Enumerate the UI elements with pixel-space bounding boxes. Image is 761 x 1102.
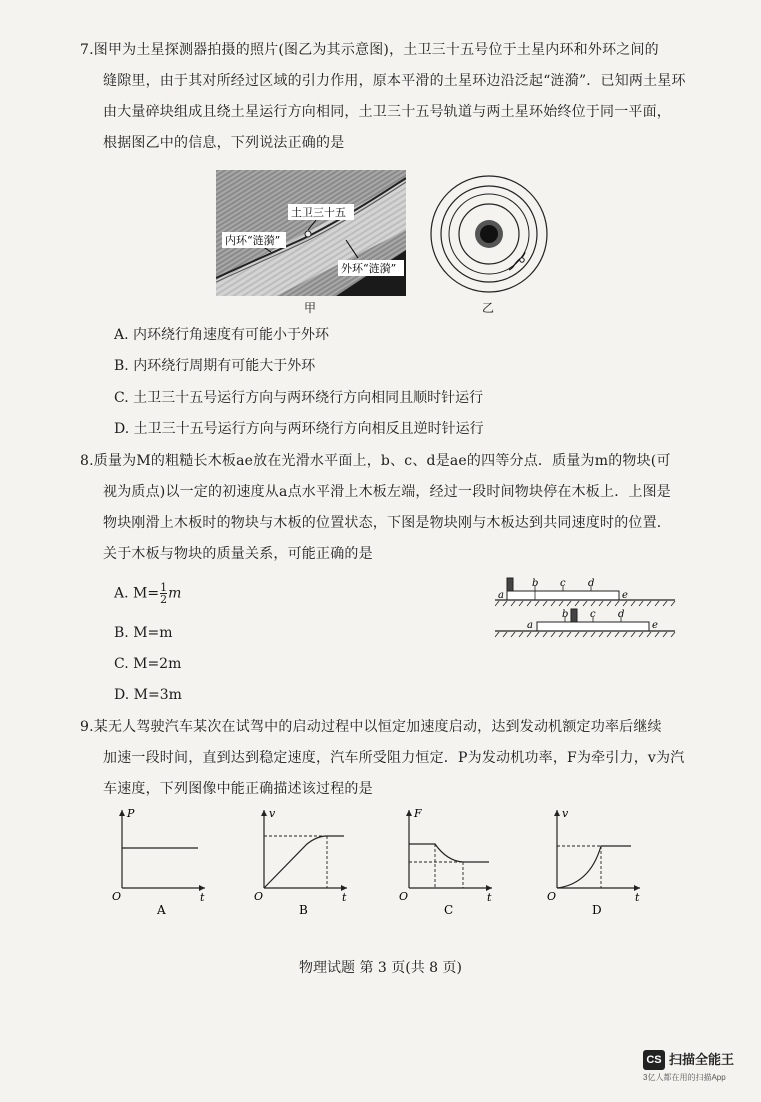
bottom-label-a: a	[527, 620, 533, 631]
q9-graph-d[interactable]	[545, 806, 645, 916]
bottom-label-e: e	[652, 620, 658, 631]
graph-b-origin: O	[254, 890, 264, 903]
q8-line-1: 8.质量为M的粗糙长木板ae放在光滑水平面上，b、c、d是ae的四等分点．质量为m的物块(可	[80, 453, 671, 469]
page-footer: 物理试题 第 3 页(共 8 页)	[299, 960, 462, 976]
q8-line-2: 视为质点)以一定的初速度从a点水平滑上木板左端，经过一段时间物块停在木板上．上图是	[103, 484, 672, 500]
inner-ripple-label: 内环“涟漪”	[225, 234, 281, 247]
graph-d-ylabel: v	[562, 807, 569, 820]
graph-a-ylabel: P	[127, 807, 135, 820]
q8-line-3: 物块刚滑上木板时的物块与木板的位置状态，下图是物块刚与木板达到共同速度时的位置．	[103, 515, 671, 531]
bottom-label-d: d	[618, 609, 625, 620]
q7-option-b[interactable]: B. 内环绕行周期有可能大于外环	[114, 358, 316, 374]
top-label-e: e	[622, 590, 628, 601]
graph-c-origin: O	[399, 890, 409, 903]
outer-ripple-label: 外环“涟漪”	[341, 262, 397, 275]
top-label-c: c	[560, 578, 566, 589]
q7-option-d[interactable]: D. 土卫三十五号运行方向与两环绕行方向相反且逆时针运行	[114, 421, 484, 437]
figure-jia-photo	[216, 170, 406, 296]
figure-yi-caption: 乙	[482, 301, 495, 315]
graph-b-caption: B	[299, 903, 308, 916]
figure-yi-diagram	[427, 170, 552, 295]
top-label-a: a	[498, 590, 504, 601]
q9-line-1: 9.某无人驾驶汽车某次在试驾中的启动过程中以恒定加速度启动，达到发动机额定功率后继续	[80, 719, 662, 735]
q8-option-a-suffix: m	[168, 585, 182, 602]
q8-line-4: 关于木板与物块的质量关系，可能正确的是	[103, 546, 373, 562]
q7-option-c[interactable]: C. 土卫三十五号运行方向与两环绕行方向相同且顺时针运行	[114, 390, 484, 406]
camscanner-logo-icon: CS	[643, 1050, 665, 1070]
q9-graph-c[interactable]	[397, 806, 497, 916]
graph-d-origin: O	[547, 890, 557, 903]
moon-label: 土卫三十五	[291, 206, 346, 219]
q9-graph-b[interactable]	[252, 806, 352, 916]
q7-line-2: 缝隙里，由于其对所经过区域的引力作用，原本平滑的土星环边沿泛起“涟漪”．已知两土星环	[103, 73, 686, 89]
camscanner-subtitle: 3亿人都在用的扫描App	[643, 1073, 726, 1082]
top-label-b: b	[532, 578, 539, 589]
q8-option-d[interactable]: D. M=3m	[114, 687, 182, 703]
top-label-d: d	[588, 578, 595, 589]
bottom-label-c: c	[590, 609, 596, 620]
q9-line-2: 加速一段时间，直到达到稳定速度，汽车所受阻力恒定．P为发动机功率，F为牵引力，v为汽	[103, 750, 685, 766]
q7-line-1: 7.图甲为土星探测器拍摄的照片(图乙为其示意图)，土卫三十五号位于土星内环和外环之间的	[80, 42, 659, 58]
camscanner-title: 扫描全能王	[669, 1052, 735, 1067]
q8-board-figure	[495, 572, 680, 642]
fraction-denominator: 2	[160, 593, 168, 606]
graph-a-origin: O	[112, 890, 122, 903]
q9-graph-a[interactable]	[110, 806, 210, 916]
fraction-numerator: 1	[160, 581, 168, 594]
graph-b-xlabel: t	[342, 891, 347, 904]
graph-c-ylabel: F	[414, 807, 422, 820]
q7-option-a[interactable]: A. 内环绕行角速度有可能小于外环	[114, 327, 330, 343]
fraction	[160, 582, 167, 605]
graph-a-caption: A	[157, 903, 166, 916]
q7-line-3: 由大量碎块组成且绕土星运行方向相同，土卫三十五号轨道与两土星环始终位于同一平面，	[103, 104, 671, 120]
graph-b-ylabel: v	[269, 807, 276, 820]
graph-d-caption: D	[592, 903, 602, 916]
graph-d-xlabel: t	[635, 891, 640, 904]
q8-option-a[interactable]	[114, 582, 181, 605]
q8-option-b[interactable]: B. M=m	[114, 625, 173, 641]
graph-c-caption: C	[444, 903, 454, 916]
figure-jia-caption: 甲	[304, 301, 317, 315]
graph-c-xlabel: t	[487, 891, 492, 904]
graph-a-xlabel: t	[200, 891, 205, 904]
q7-line-4: 根据图乙中的信息，下列说法正确的是	[103, 135, 345, 151]
bottom-label-b: b	[562, 609, 569, 620]
q8-option-a-prefix: A. M=	[114, 585, 160, 602]
q8-option-c[interactable]: C. M=2m	[114, 656, 182, 672]
q9-line-3: 车速度，下列图像中能正确描述该过程的是	[103, 781, 373, 797]
